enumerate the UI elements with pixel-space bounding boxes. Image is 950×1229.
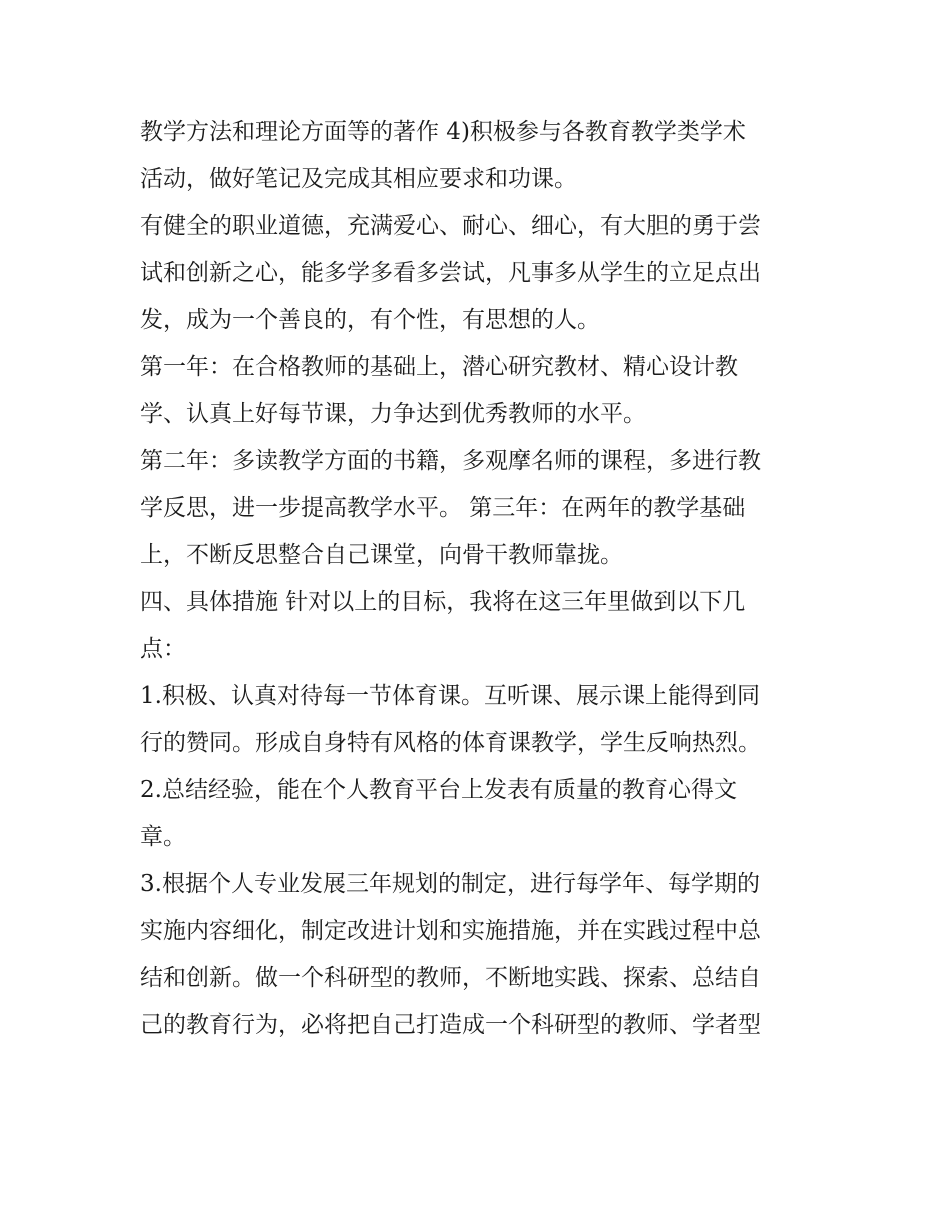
paragraph-3 <box>140 344 820 438</box>
text-line: 四、具体措施 针对以上的目标，我将在这三年里做到以下几 <box>140 589 746 615</box>
text-line: 点： <box>140 636 186 662</box>
paragraph-8 <box>140 861 820 1049</box>
text-line: 有健全的职业道德，充满爱心、耐心、细心，有大胆的勇于尝 <box>140 213 761 239</box>
paragraph-7 <box>140 767 820 861</box>
paragraph-1 <box>140 109 820 203</box>
text-line: 结和创新。做一个科研型的教师，不断地实践、探索、总结自 <box>140 965 761 991</box>
text-line: 章。 <box>140 824 186 850</box>
text-line: 己的教育行为，必将把自己打造成一个科研型的教师、学者型 <box>140 1012 761 1038</box>
text-line: 学反思，进一步提高教学水平。 第三年：在两年的教学基础 <box>140 495 746 521</box>
text-line: 第一年：在合格教师的基础上，潜心研究教材、精心设计教 <box>140 354 738 380</box>
text-line: 学、认真上好每节课，力争达到优秀教师的水平。 <box>140 401 646 427</box>
paragraph-4 <box>140 438 820 579</box>
text-line: 行的赞同。形成自身特有风格的体育课教学，学生反响热烈。 <box>140 730 761 756</box>
text-line: 第二年：多读教学方面的书籍，多观摩名师的课程，多进行教 <box>140 448 761 474</box>
text-line: 试和创新之心，能多学多看多尝试，凡事多从学生的立足点出 <box>140 260 761 286</box>
text-line: 实施内容细化，制定改进计划和实施措施，并在实践过程中总 <box>140 918 761 944</box>
document-body <box>140 109 820 1049</box>
paragraph-2 <box>140 203 820 344</box>
text-line: 1.积极、认真对待每一节体育课。互听课、展示课上能得到同 <box>140 683 760 709</box>
paragraph-6 <box>140 673 820 767</box>
text-line: 3.根据个人专业发展三年规划的制定，进行每学年、每学期的 <box>140 871 760 897</box>
text-line: 2.总结经验，能在个人教育平台上发表有质量的教育心得文 <box>140 777 737 803</box>
text-line: 上，不断反思整合自己课堂，向骨干教师靠拢。 <box>140 542 623 568</box>
text-line: 活动，做好笔记及完成其相应要求和功课。 <box>140 166 577 192</box>
text-line: 发，成为一个善良的，有个性，有思想的人。 <box>140 307 600 333</box>
text-line: 教学方法和理论方面等的著作 4)积极参与各教育教学类学术 <box>140 119 746 145</box>
paragraph-5 <box>140 579 820 673</box>
